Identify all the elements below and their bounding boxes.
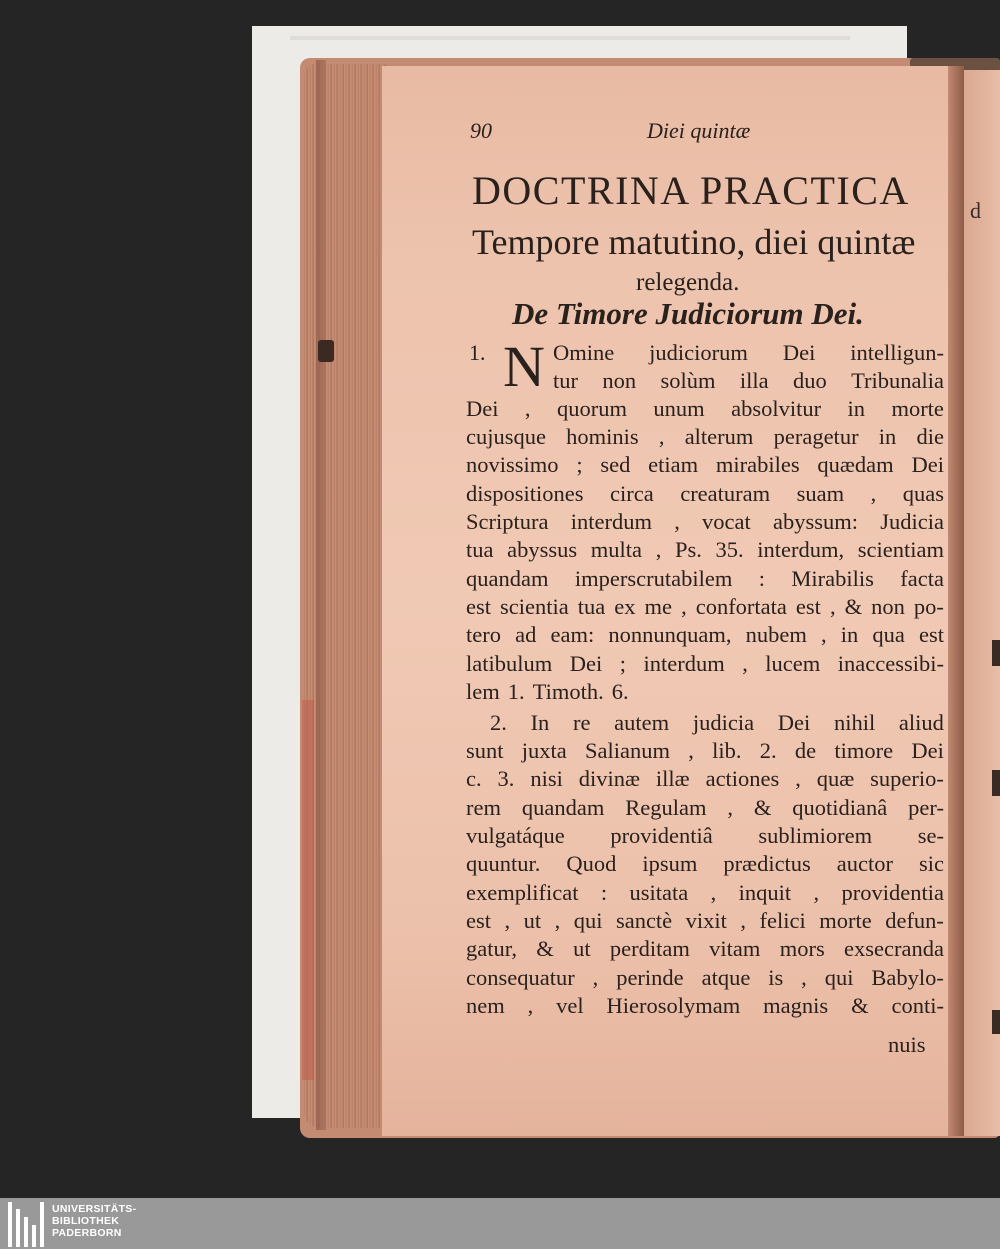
word: sanctè [615, 908, 673, 933]
text-line [466, 821, 944, 851]
word: ut [523, 908, 542, 933]
word: ipsum [642, 851, 698, 876]
word: vitam [709, 936, 761, 961]
word: ex [614, 594, 636, 619]
catchword: nuis [888, 1032, 926, 1057]
page-subtitle-continued: relegenda. [636, 269, 740, 296]
word: , [813, 880, 820, 905]
text-line [466, 963, 944, 993]
word: juxta [521, 738, 567, 763]
word: , [710, 880, 717, 905]
word: prædictus [723, 851, 811, 876]
word: quotidianâ [792, 795, 888, 820]
word: Quod [566, 851, 617, 876]
word: eam: [550, 622, 595, 647]
text-line [466, 934, 944, 964]
logo-line: UNIVERSITÄTS- [52, 1203, 137, 1215]
word: actiones [705, 766, 780, 791]
word: ; [576, 452, 583, 477]
page-title: DOCTRINA PRACTICA [472, 168, 910, 213]
word: quas [902, 481, 944, 506]
word: divinæ [578, 766, 640, 791]
word: c. [466, 766, 482, 791]
logo-line: BIBLIOTHEK [52, 1215, 120, 1227]
word: interdum [643, 651, 725, 676]
word: , [655, 537, 662, 562]
paragraph-number: 1. [469, 340, 486, 365]
word: circa [610, 481, 654, 506]
text-line [466, 507, 944, 537]
text-line [466, 677, 944, 707]
word: Dei [911, 452, 944, 477]
word: lucem [765, 651, 821, 676]
word: , [742, 651, 748, 676]
word: 3. [497, 766, 515, 791]
text-line [490, 708, 944, 738]
word: morte [891, 396, 944, 421]
word: quorum [556, 396, 627, 421]
word: ut [573, 936, 591, 961]
word: Dei [911, 738, 944, 763]
right-page-fragment [992, 640, 1000, 666]
word: Scriptura [466, 509, 549, 534]
word: providentiâ [610, 823, 713, 848]
word: ; [619, 651, 626, 676]
text-line [466, 764, 944, 794]
word: Salianum [585, 738, 671, 763]
word: imperscrutabilem [574, 566, 733, 591]
word: vocat [702, 509, 751, 534]
text-line [466, 479, 944, 509]
word: gatur, [466, 936, 517, 961]
page-edge-tab [318, 340, 334, 362]
text-line [466, 906, 944, 936]
word: perinde [616, 965, 684, 990]
word: , [801, 965, 807, 990]
word: vel [556, 993, 584, 1018]
word: me [644, 594, 673, 619]
text-line [466, 564, 944, 594]
word: est [466, 594, 491, 619]
text-line [466, 991, 944, 1021]
word: , [674, 509, 680, 534]
word: inquit [738, 880, 792, 905]
library-logo-text [52, 1203, 136, 1239]
word: multa [590, 537, 643, 562]
right-page-fragment: d [970, 198, 981, 223]
word: non [871, 594, 905, 619]
word: lib. [712, 738, 742, 763]
page-edge-stain [302, 700, 314, 1080]
text-line [466, 793, 944, 823]
word: solùm [660, 368, 716, 393]
word: per- [908, 795, 944, 820]
word: morte [819, 908, 872, 933]
word: Ps. [674, 537, 702, 562]
word: in [878, 424, 897, 449]
word: autem [614, 710, 670, 735]
word: , [527, 993, 534, 1018]
word: intelligun- [850, 340, 944, 365]
text-line [466, 422, 944, 452]
word: est [795, 594, 821, 619]
page-gutter [948, 66, 964, 1136]
word: rem [466, 795, 501, 820]
word: confortata [695, 594, 787, 619]
word: 2. [759, 738, 777, 763]
word: de [794, 738, 817, 763]
word: se- [917, 823, 944, 848]
word: , [554, 908, 561, 933]
word: abyssum: [773, 509, 859, 534]
word: & [536, 936, 554, 961]
word: Judicia [880, 509, 944, 534]
word: absolvitur [731, 396, 822, 421]
word: timore [834, 738, 894, 763]
word: unum [653, 396, 705, 421]
word: , [820, 622, 827, 647]
word: sublimiorem [758, 823, 873, 848]
page-subtitle: Tempore matutino, diei quintæ [472, 222, 916, 262]
right-page-fragment [992, 1010, 1000, 1034]
word: , [740, 908, 747, 933]
word: quæ [816, 766, 855, 791]
word: nonnunquam, [608, 622, 732, 647]
word: Mirabilis [791, 566, 874, 591]
word: , [870, 481, 877, 506]
word: die [916, 424, 944, 449]
word: quædam [817, 452, 894, 477]
word: is [768, 965, 784, 990]
word: scientia [500, 594, 569, 619]
word: Dei [569, 651, 603, 676]
word: vulgatáque [466, 823, 565, 848]
word: facta [900, 566, 944, 591]
text-line [466, 736, 944, 766]
word: qui [573, 908, 603, 933]
word: quandam [521, 795, 605, 820]
library-logo-icon [6, 1202, 46, 1247]
word: In [530, 710, 550, 735]
word: 1. [507, 679, 525, 704]
word: Dei [782, 340, 816, 365]
text-line [466, 849, 944, 879]
word: felici [759, 908, 806, 933]
running-head: Diei quintæ [647, 118, 751, 143]
word: 2. [490, 710, 507, 735]
word: nisi [530, 766, 563, 791]
word: perditam [609, 936, 690, 961]
right-page-fragment [992, 770, 1000, 796]
text-line [466, 620, 944, 650]
card-offset-text [290, 36, 850, 40]
word: tero [466, 622, 501, 647]
word: non [602, 368, 637, 393]
word: providentia [841, 880, 944, 905]
word: Dei [777, 710, 811, 735]
word: inaccessibi- [837, 651, 944, 676]
word: superio- [870, 766, 944, 791]
word: qui [824, 965, 854, 990]
word: alterum [684, 424, 754, 449]
word: interdum, [757, 537, 845, 562]
word: in [847, 396, 866, 421]
word: exsecranda [844, 936, 944, 961]
word: Dei [466, 396, 499, 421]
word: : [600, 880, 608, 905]
word: hominis [566, 424, 639, 449]
word: , [592, 965, 599, 990]
word: , [727, 795, 733, 820]
word: exemplificat [466, 880, 579, 905]
word: conti- [891, 993, 944, 1018]
word: sed [600, 452, 631, 477]
word: novissimo [466, 452, 559, 477]
word: qua [872, 622, 905, 647]
word: magnis [763, 993, 829, 1018]
word: suam [796, 481, 845, 506]
drop-cap: N [503, 334, 545, 399]
word: 35. [715, 537, 744, 562]
word: tur [553, 368, 578, 393]
word: nihil [833, 710, 876, 735]
word: , [524, 396, 531, 421]
word: & [844, 594, 863, 619]
word: , [504, 908, 511, 933]
word: cujusque [466, 424, 546, 449]
word: tua [466, 537, 494, 562]
word: quandam [466, 566, 549, 591]
section-heading: De Timore Judiciorum Dei. [512, 296, 864, 331]
word: Tribunalia [851, 368, 944, 393]
word: , [795, 766, 801, 791]
word: re [573, 710, 591, 735]
text-line [553, 338, 944, 368]
word: sic [918, 851, 944, 876]
word: illæ [655, 766, 690, 791]
word: est [918, 622, 944, 647]
word: abyssus [507, 537, 578, 562]
text-line [466, 450, 944, 480]
word: sunt [466, 738, 504, 763]
page-edge-shadow [316, 60, 326, 1130]
word: defun- [885, 908, 944, 933]
word: ad [515, 622, 537, 647]
word: lem [466, 679, 500, 704]
right-page [964, 70, 1000, 1136]
word: consequatur [466, 965, 575, 990]
footer-bar [0, 1198, 1000, 1249]
word: quuntur. [466, 851, 541, 876]
word: nubem [745, 622, 807, 647]
word: & [753, 795, 772, 820]
text-line [466, 649, 944, 679]
word: & [851, 993, 869, 1018]
word: etiam [648, 452, 699, 477]
text-line [466, 394, 944, 424]
word: illa [739, 368, 769, 393]
word: , [688, 738, 694, 763]
word: atque [701, 965, 751, 990]
word: judicia [692, 710, 755, 735]
word: vixit [685, 908, 727, 933]
word: Hierosolymam [606, 993, 741, 1018]
text-line [553, 366, 944, 396]
word: aliud [898, 710, 944, 735]
word: 6. [611, 679, 629, 704]
word: , [829, 594, 836, 619]
word: Regulam [625, 795, 707, 820]
word: tua [577, 594, 606, 619]
folio-number: 90 [470, 118, 492, 143]
word: mors [779, 936, 825, 961]
word: , [658, 424, 665, 449]
word: auctor [836, 851, 893, 876]
word: latibulum [466, 651, 553, 676]
word: , [681, 594, 687, 619]
text-line [466, 592, 944, 622]
word: peragetur [773, 424, 859, 449]
word: mirabiles [715, 452, 800, 477]
text-line [466, 535, 944, 565]
text-line [466, 878, 944, 908]
word: scientiam [857, 537, 944, 562]
word: nem [466, 993, 505, 1018]
word: Omine [553, 340, 615, 365]
logo-line: PADERBORN [52, 1227, 122, 1239]
word: in [840, 622, 859, 647]
word: judiciorum [649, 340, 748, 365]
word: Timoth. [532, 679, 604, 704]
word: Babylo- [871, 965, 944, 990]
word: po- [913, 594, 944, 619]
word: interdum [570, 509, 652, 534]
word: dispositiones [466, 481, 584, 506]
word: usitata [629, 880, 689, 905]
word: : [758, 566, 765, 591]
word: duo [792, 368, 827, 393]
word: creaturam [680, 481, 771, 506]
word: est [466, 908, 491, 933]
